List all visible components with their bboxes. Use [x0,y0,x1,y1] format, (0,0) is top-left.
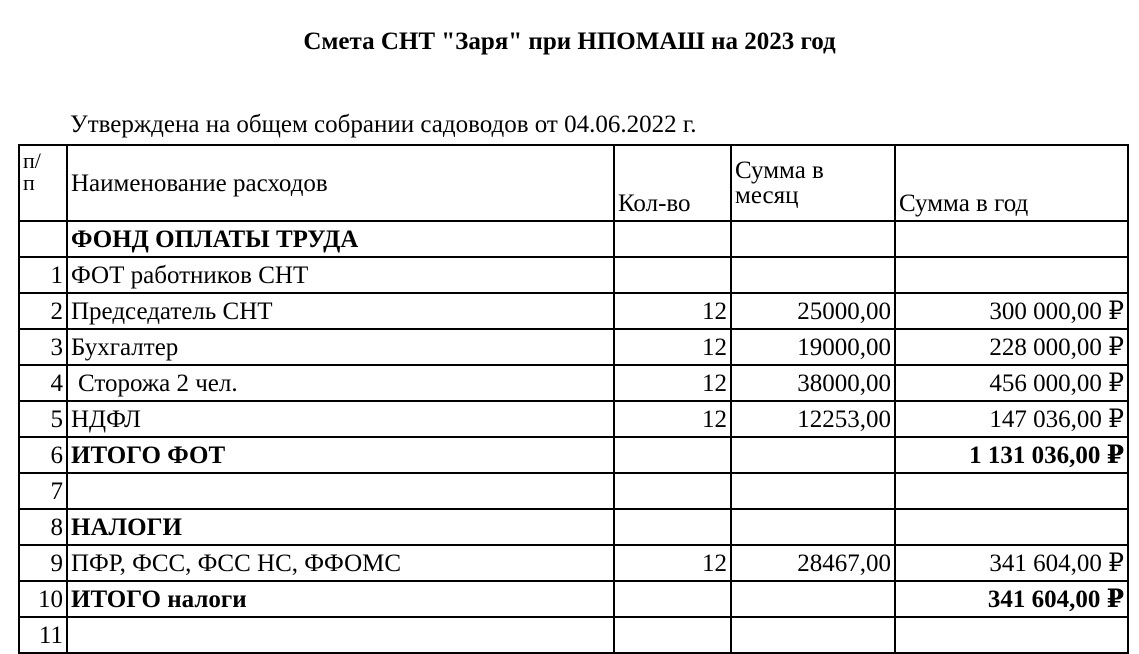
row-month-sum [731,437,895,473]
header-month [731,145,895,221]
row-number: 2 [19,293,67,329]
row-month-sum [731,581,895,617]
table-row [19,509,1128,545]
row-number: 11 [19,617,67,653]
row-year-sum [895,473,1128,509]
row-name: ИТОГО ФОТ [67,437,614,473]
header-num-line1: п/ [23,148,41,173]
row-number: 4 [19,365,67,401]
row-year-sum [895,221,1128,257]
row-number: 1 [19,257,67,293]
row-month-sum [731,221,895,257]
row-qty: 12 [614,401,731,437]
row-year-sum [895,509,1128,545]
table-row [19,221,1128,257]
row-month-sum: 38000,00 [731,365,895,401]
document-title: Смета СНТ "Заря" при НПОМАШ на 2023 год [303,28,836,55]
row-month-sum: 25000,00 [731,293,895,329]
row-year-sum: 228 000,00 ₽ [895,329,1128,365]
row-qty [614,221,731,257]
row-month-sum [731,617,895,653]
row-number: 7 [19,473,67,509]
row-year-sum: 341 604,00 ₽ [895,545,1128,581]
header-qty: Кол-во [614,145,731,221]
row-year-sum: 341 604,00 ₽ [895,581,1128,617]
row-month-sum: 12253,00 [731,401,895,437]
table-row [19,545,1128,581]
row-number: 8 [19,509,67,545]
row-year-sum: 1 131 036,00 ₽ [895,437,1128,473]
header-num-line2: п [23,170,35,195]
table-header-row [19,145,1128,221]
row-name [67,473,614,509]
table-row [19,293,1128,329]
table-row [19,473,1128,509]
row-number: 9 [19,545,67,581]
row-year-sum: 456 000,00 ₽ [895,365,1128,401]
row-name: Сторожа 2 чел. [67,365,614,401]
row-number: 3 [19,329,67,365]
row-number: 5 [19,401,67,437]
row-qty: 12 [614,365,731,401]
row-number: 6 [19,437,67,473]
row-name: ФОТ работников СНТ [67,257,614,293]
row-year-sum [895,617,1128,653]
row-qty [614,509,731,545]
row-name: ПФР, ФСС, ФСС НС, ФФОМС [67,545,614,581]
header-month-line1: Сумма в [735,157,824,184]
row-qty [614,473,731,509]
row-year-sum: 300 000,00 ₽ [895,293,1128,329]
row-name: НАЛОГИ [67,509,614,545]
row-month-sum [731,257,895,293]
row-number: 10 [19,581,67,617]
row-month-sum: 19000,00 [731,329,895,365]
row-number [19,221,67,257]
row-name [67,617,614,653]
table-row [19,329,1128,365]
row-name: ФОНД ОПЛАТЫ ТРУДА [67,221,614,257]
row-qty [614,581,731,617]
row-name: ИТОГО налоги [67,581,614,617]
table-row [19,365,1128,401]
row-qty: 12 [614,293,731,329]
row-qty [614,617,731,653]
header-num [19,145,67,221]
row-name: НДФЛ [67,401,614,437]
row-name: Председатель СНТ [67,293,614,329]
row-qty [614,257,731,293]
budget-table [18,144,1129,654]
row-qty: 12 [614,329,731,365]
table-row [19,617,1128,653]
table-row [19,401,1128,437]
row-year-sum [895,257,1128,293]
row-name: Бухгалтер [67,329,614,365]
row-month-sum [731,473,895,509]
row-month-sum: 28467,00 [731,545,895,581]
row-year-sum: 147 036,00 ₽ [895,401,1128,437]
row-qty [614,437,731,473]
row-qty: 12 [614,545,731,581]
row-month-sum [731,509,895,545]
table-row [19,437,1128,473]
header-name: Наименование расходов [67,145,614,221]
table-row [19,581,1128,617]
header-month-line2: месяц [735,182,799,209]
table-row [19,257,1128,293]
approval-note: Утверждена на общем собрании садоводов от 04.06.2022 г. [70,111,697,138]
header-year: Сумма в год [895,145,1128,221]
